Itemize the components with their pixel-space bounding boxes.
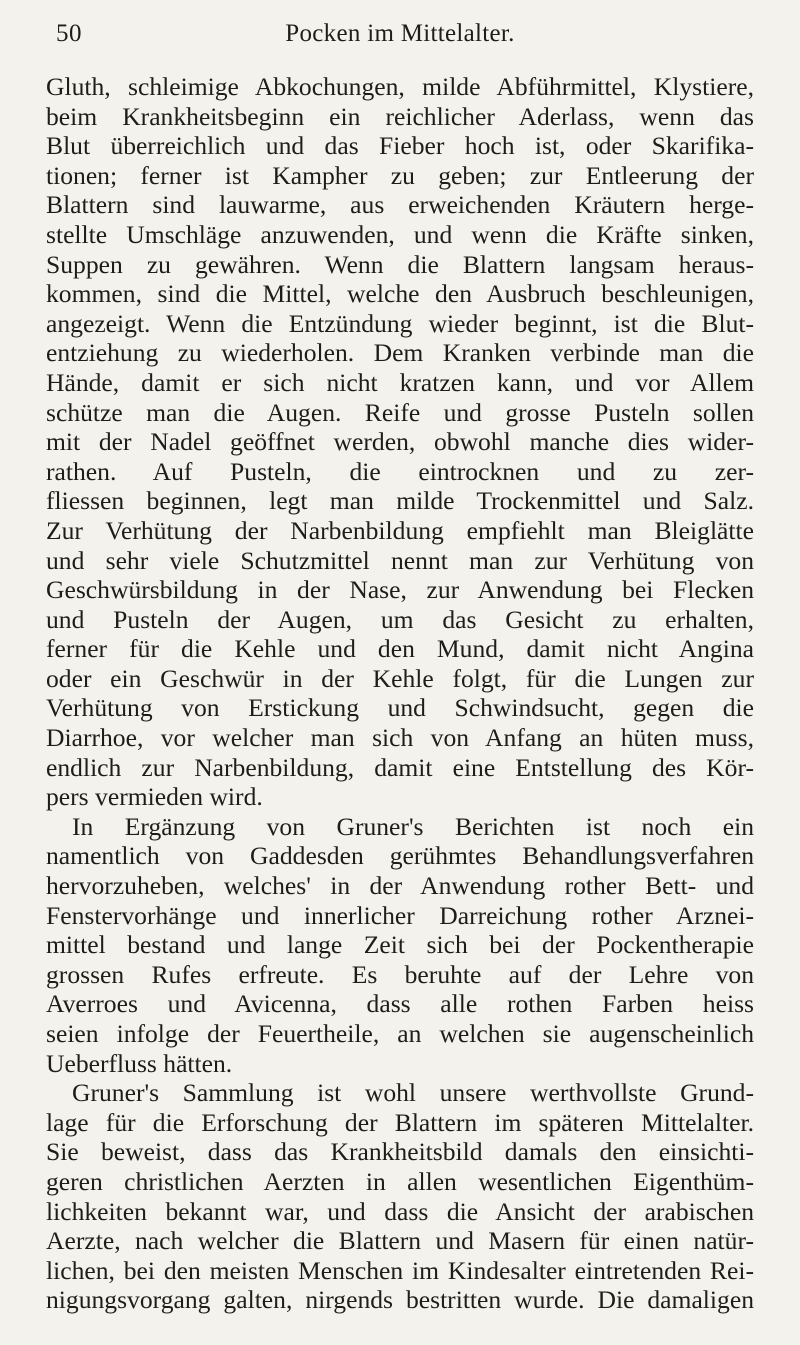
text-line: fliessen beginnen, legt man milde Trockenmittel und Salz. (46, 486, 754, 516)
text-line: Aerzte, nach welcher die Blattern und Masern für einen natür- (46, 1226, 754, 1256)
paragraph (46, 1078, 754, 1315)
text-line: Verhütung von Erstickung und Schwindsucht, gegen die (46, 693, 754, 723)
page-header (46, 14, 754, 54)
text-line: entziehung zu wiederholen. Dem Kranken verbinde man die (46, 338, 754, 368)
text-line: ferner für die Kehle und den Mund, damit nicht Angina (46, 634, 754, 664)
text-line: Hände, damit er sich nicht kratzen kann, und vor Allem (46, 367, 754, 397)
text-line: endlich zur Narbenbildung, damit eine Entstellung des Kör- (46, 752, 754, 782)
text-line: Geschwürsbildung in der Nase, zur Anwendung bei Flecken (46, 575, 754, 605)
text-line: In Ergänzung von Gruner's Berichten ist noch ein (72, 811, 754, 841)
text-line: nigungsvorgang galten, nirgends bestritten wurde. Die damaligen (46, 1285, 754, 1315)
text-line: oder ein Geschwür in der Kehle folgt, für die Lungen zur (46, 663, 754, 693)
text-line: Sie beweist, dass das Krankheitsbild damals den einsichti- (46, 1137, 754, 1167)
text-line: Gruner's Sammlung ist wohl unsere werthvollste Grund- (72, 1078, 754, 1108)
text-line: schütze man die Augen. Reife und grosse Pusteln sollen (46, 397, 754, 427)
text-line: und sehr viele Schutzmittel nennt man zur Verhütung von (46, 545, 754, 575)
text-line: pers vermieden wird. (46, 782, 263, 812)
text-line: beim Krankheitsbeginn ein reichlicher Aderlass, wenn das (46, 101, 754, 131)
paragraph (46, 812, 754, 1078)
text-line: Diarrhoe, vor welcher man sich von Anfang an hüten muss, (46, 723, 754, 753)
text-line: angezeigt. Wenn die Entzündung wieder beginnt, ist die Blut- (46, 308, 754, 338)
page-number: 50 (56, 20, 82, 47)
text-line: lichkeiten bekannt war, und dass die Ansicht der arabischen (46, 1196, 754, 1226)
text-line: namentlich von Gaddesden gerühmtes Behandlungsverfahren (46, 841, 754, 871)
paragraph (46, 72, 754, 812)
text-line: mittel bestand und lange Zeit sich bei der Pockentherapie (46, 930, 754, 960)
text-line: Zur Verhütung der Narbenbildung empfiehlt man Bleiglätte (46, 515, 754, 545)
text-line: hervorzuheben, welches' in der Anwendung rother Bett- und (46, 871, 754, 901)
text-line: tionen; ferner ist Kampher zu geben; zur Entleerung der (46, 160, 754, 190)
text-line: stellte Umschläge anzuwenden, und wenn die Kräfte sinken, (46, 219, 754, 249)
text-line: lichen, bei den meisten Menschen im Kindesalter eintretenden Rei- (46, 1255, 754, 1285)
text-line: Gluth, schleimige Abkochungen, milde Abführmittel, Klystiere, (46, 72, 754, 101)
text-line: Blattern sind lauwarme, aus erweichenden Kräutern herge- (46, 190, 754, 220)
text-line: mit der Nadel geöffnet werden, obwohl manche dies wider- (46, 427, 754, 457)
text-line: kommen, sind die Mittel, welche den Ausbruch beschleunigen, (46, 279, 754, 309)
text-line: geren christlichen Aerzten in allen wesentlichen Eigenthüm- (46, 1166, 754, 1196)
text-line: Suppen zu gewähren. Wenn die Blattern langsam heraus- (46, 249, 754, 279)
body-text (46, 72, 754, 1315)
text-line: und Pusteln der Augen, um das Gesicht zu erhalten, (46, 604, 754, 634)
text-line: rathen. Auf Pusteln, die eintrocknen und zu zer- (46, 456, 754, 486)
text-line: Averroes und Avicenna, dass alle rothen Farben heiss (46, 989, 754, 1019)
text-line: Blut überreichlich und das Fieber hoch ist, oder Skarifika- (46, 131, 754, 161)
text-line: seien infolge der Feuertheile, an welchen sie augenscheinlich (46, 1019, 754, 1048)
text-line: lage für die Erforschung der Blattern im späteren Mittelalter. (46, 1107, 754, 1137)
text-line: Ueberfluss hätten. (46, 1048, 233, 1078)
text-line: grossen Rufes erfreute. Es beruhte auf der Lehre von (46, 959, 754, 989)
running-title: Pocken im Mittelalter. (285, 20, 515, 47)
text-line: Fenstervorhänge und innerlicher Darreichung rother Arznei- (46, 900, 754, 930)
